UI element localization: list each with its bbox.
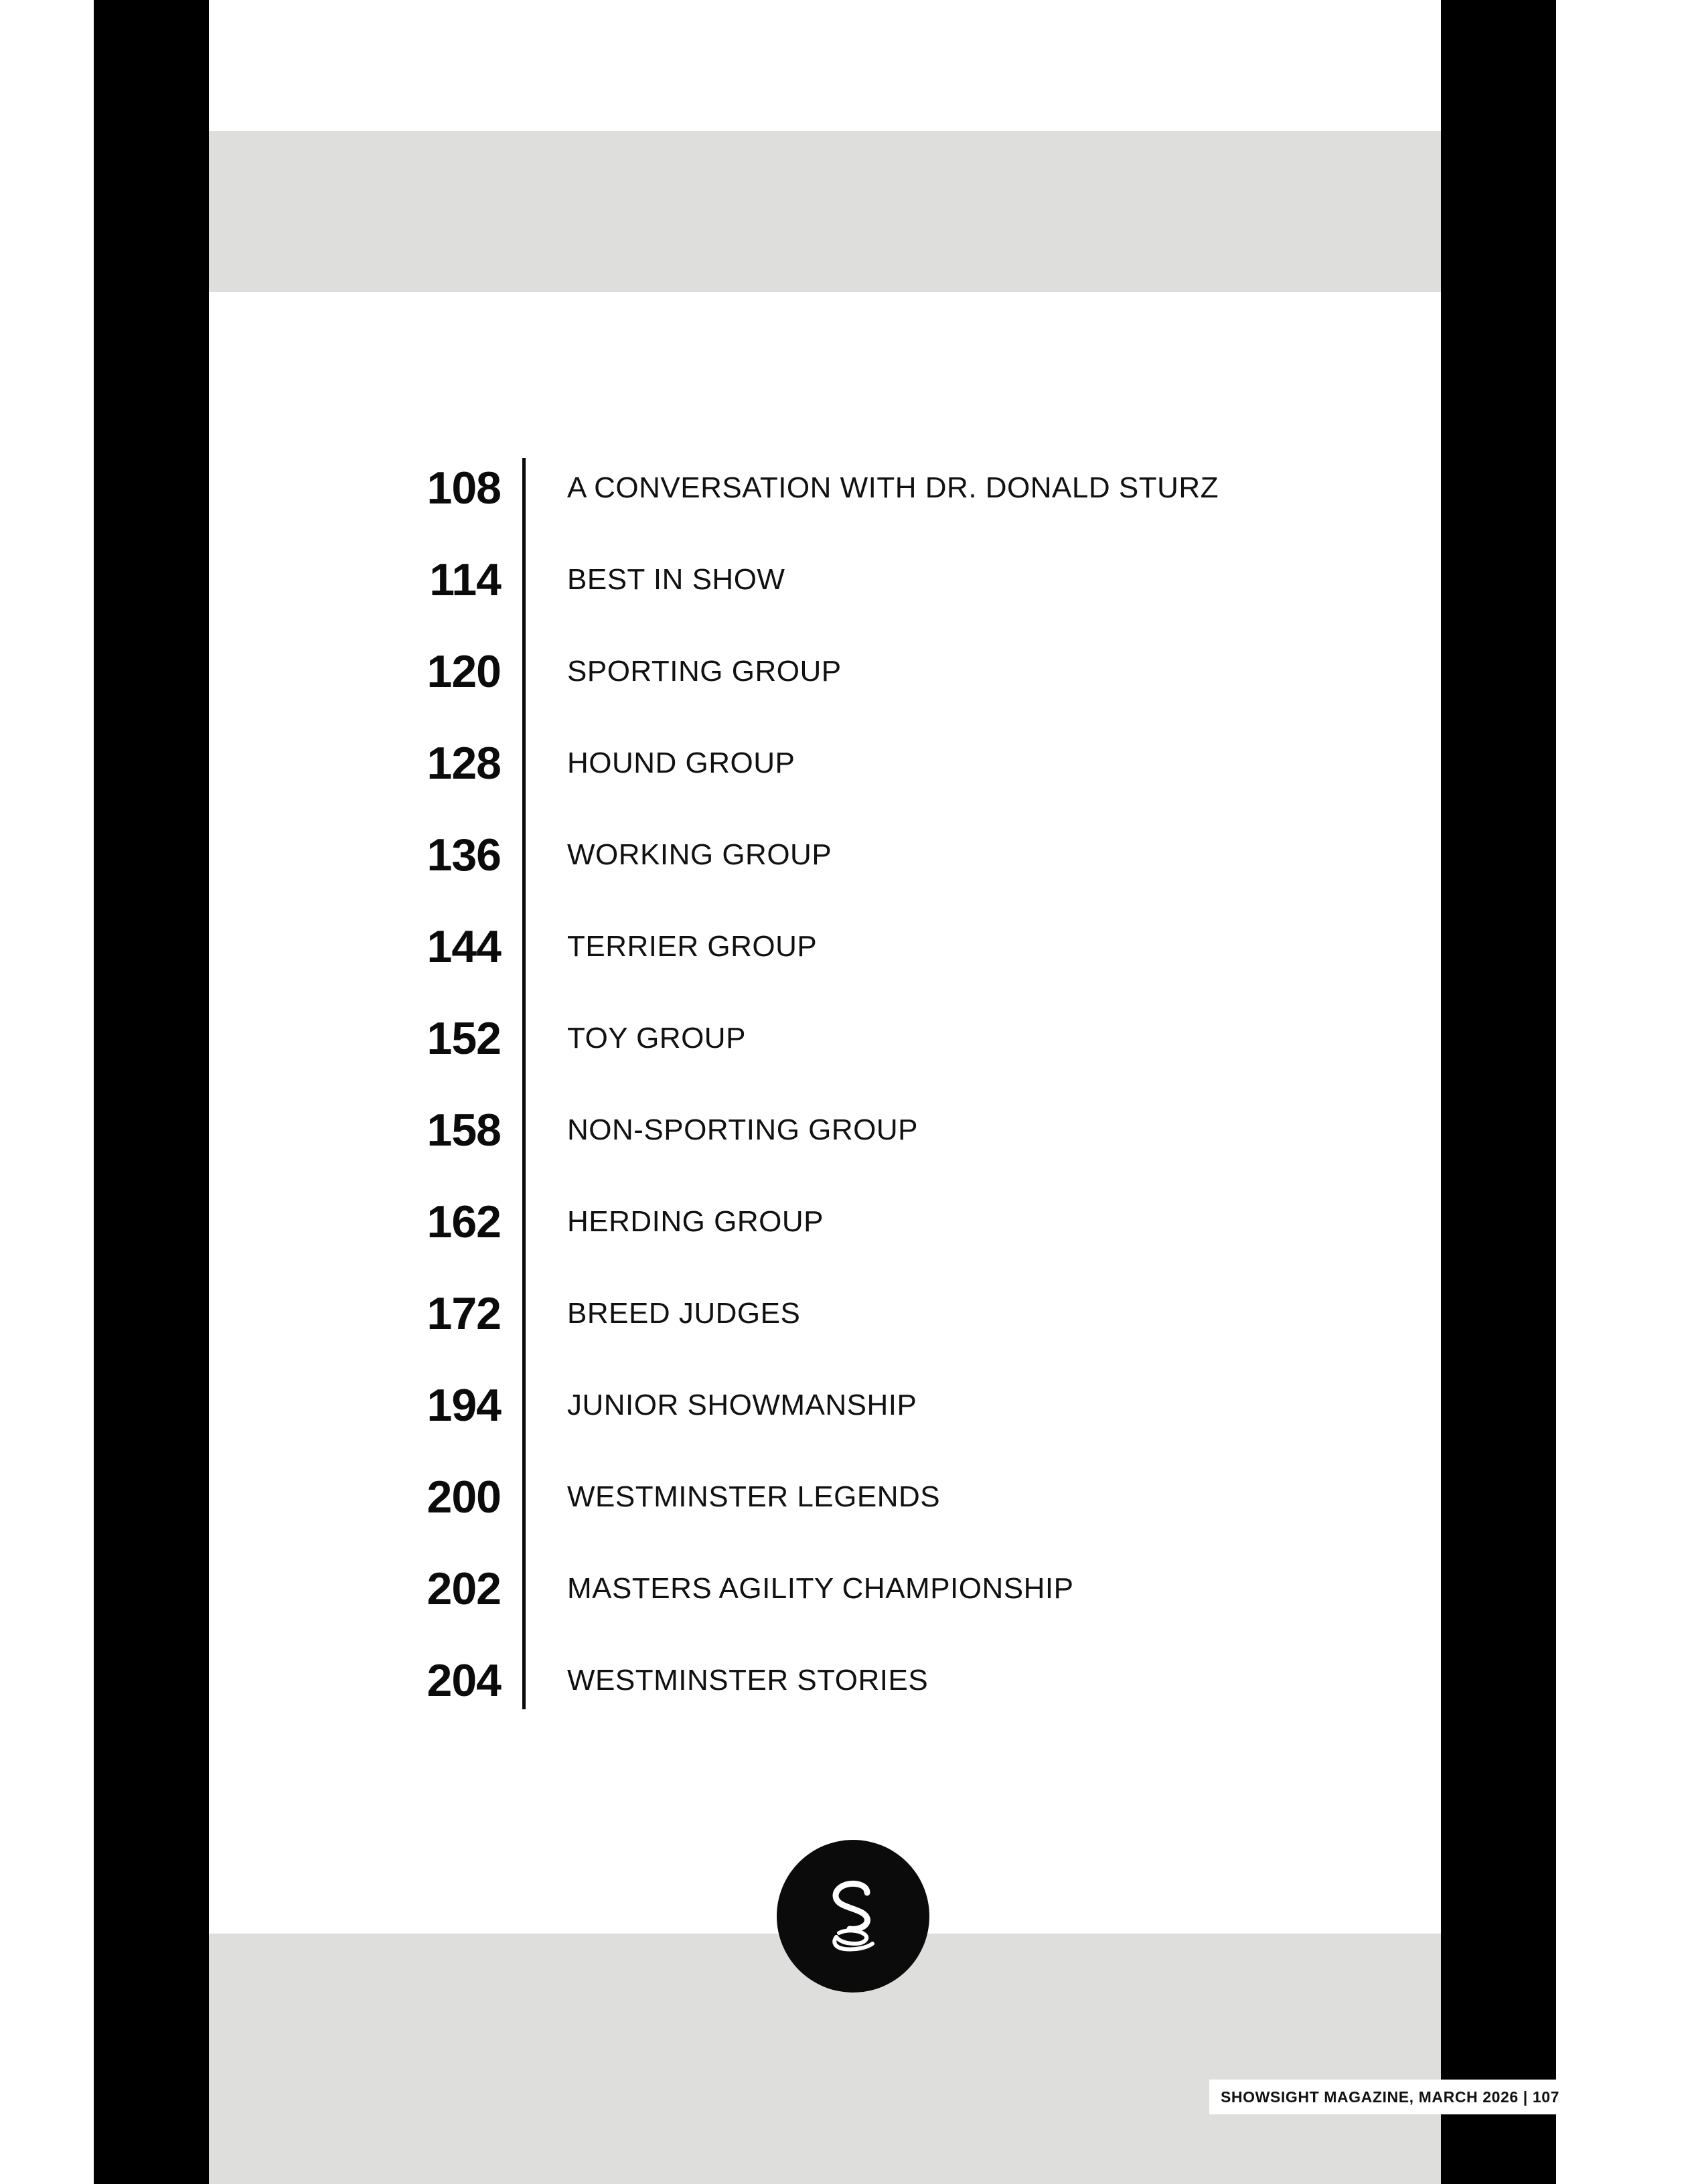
page-edge-right [1556, 0, 1682, 2184]
toc-page-number: 144 [427, 921, 501, 972]
toc-entry[interactable] [375, 442, 1312, 534]
black-band-left [94, 0, 209, 2184]
toc-entry[interactable] [375, 992, 1312, 1084]
toc-page-number: 108 [427, 462, 501, 514]
toc-entry[interactable] [375, 1267, 1312, 1359]
toc-entry-title: JUNIOR SHOWMANSHIP [567, 1388, 917, 1421]
toc-page-number: 204 [427, 1654, 501, 1706]
showsight-logo-icon [777, 1840, 929, 1993]
toc-entry-title: HOUND GROUP [567, 746, 795, 779]
toc-entry[interactable] [375, 901, 1312, 992]
footer-slug [1209, 2080, 1571, 2114]
toc-entry-title: HERDING GROUP [567, 1204, 824, 1238]
toc-entry[interactable] [375, 1451, 1312, 1543]
table-of-contents [375, 442, 1312, 1726]
toc-entry[interactable] [375, 1084, 1312, 1176]
toc-entry-title: BEST IN SHOW [567, 562, 785, 596]
toc-page-number: 194 [427, 1379, 501, 1431]
toc-entry-title: TERRIER GROUP [567, 929, 818, 963]
toc-entry-title: BREED JUDGES [567, 1296, 801, 1330]
toc-page-number: 158 [427, 1104, 501, 1156]
toc-entry[interactable] [375, 1634, 1312, 1726]
toc-entry-title: WESTMINSTER STORIES [567, 1663, 929, 1697]
toc-entry-title: WORKING GROUP [567, 838, 832, 871]
toc-entry[interactable] [375, 1359, 1312, 1451]
toc-entry[interactable] [375, 1543, 1312, 1634]
toc-page-number: 172 [427, 1288, 501, 1339]
toc-entry-title: A CONVERSATION WITH DR. DONALD STURZ [567, 471, 1219, 504]
page-edge-left [0, 0, 94, 2184]
toc-page-number: 162 [427, 1196, 501, 1247]
footer-slug-text: SHOWSIGHT MAGAZINE, MARCH 2026 | 107 [1220, 2088, 1559, 2106]
toc-entry-title: SPORTING GROUP [567, 654, 842, 688]
toc-page-number: 200 [427, 1471, 501, 1523]
toc-entry[interactable] [375, 625, 1312, 717]
black-band-right [1441, 0, 1556, 2184]
toc-page-number: 114 [429, 554, 501, 605]
toc-page-number: 128 [427, 737, 501, 789]
toc-entry[interactable] [375, 809, 1312, 901]
toc-entry[interactable] [375, 534, 1312, 625]
toc-page-number: 152 [427, 1012, 501, 1064]
grey-panel-top [209, 131, 1441, 292]
toc-page-number: 136 [427, 829, 501, 880]
toc-entry-title: MASTERS AGILITY CHAMPIONSHIP [567, 1571, 1074, 1605]
toc-entry-title: TOY GROUP [567, 1021, 746, 1055]
toc-page-number: 120 [427, 645, 501, 697]
toc-entry[interactable] [375, 717, 1312, 809]
toc-entry-title: NON-SPORTING GROUP [567, 1113, 919, 1146]
toc-entry-title: WESTMINSTER LEGENDS [567, 1480, 941, 1513]
toc-page-number: 202 [427, 1563, 501, 1614]
toc-entry[interactable] [375, 1176, 1312, 1267]
